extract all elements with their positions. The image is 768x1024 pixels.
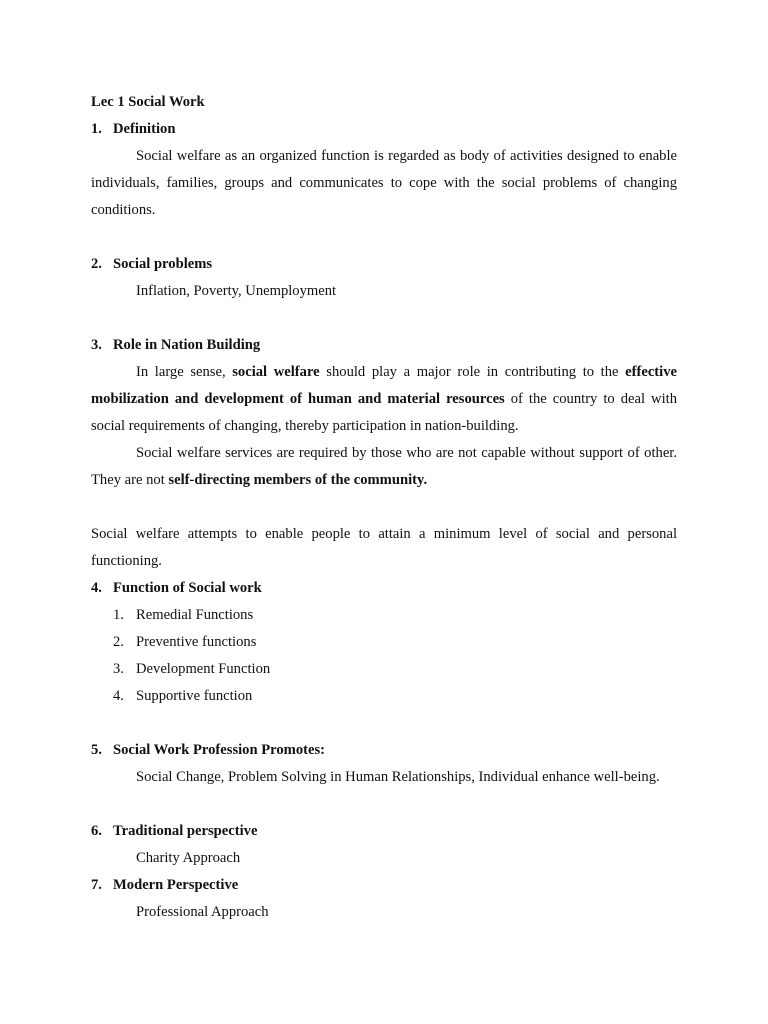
nation-building-paragraph-2: Social welfare services are required by those who are not capable without support of other. They are not self-directing members of the community. (91, 445, 677, 488)
section-heading-modern (91, 872, 677, 899)
section-heading-traditional (91, 818, 677, 845)
modern-text: Professional Approach (136, 904, 269, 920)
section-title: Social Work Profession Promotes: (113, 742, 326, 758)
list-item: 2. Preventive functions (113, 634, 257, 650)
section-title: Modern Perspective (113, 877, 239, 893)
section-number: 4. (91, 580, 102, 596)
section-title: Social problems (113, 256, 213, 272)
social-problems-text: Inflation, Poverty, Unemployment (136, 283, 337, 299)
section-title: Function of Social work (113, 580, 262, 596)
section-title: Definition (113, 121, 176, 137)
section-heading-profession-promotes (91, 737, 677, 764)
definition-paragraph: Social welfare as an organized function is regarded as body of activities designed to enable individuals, families, groups and communicates to cope with the social problems of changing conditions. (91, 148, 677, 218)
section-number: 5. (91, 742, 102, 758)
section-title: Traditional perspective (113, 823, 258, 839)
section-number: 6. (91, 823, 102, 839)
section-heading-definition (91, 116, 677, 143)
minimum-level-paragraph: Social welfare attempts to enable people to attain a minimum level of social and personal functioning. (91, 526, 677, 569)
section-title: Role in Nation Building (113, 337, 261, 353)
profession-promotes-text: Social Change, Problem Solving in Human Relationships, Individual enhance well-being. (136, 769, 660, 785)
section-number: 2. (91, 256, 102, 272)
document-page (91, 89, 677, 926)
list-item: 3. Development Function (113, 661, 271, 677)
traditional-text: Charity Approach (136, 850, 241, 866)
document-title: Lec 1 Social Work (91, 94, 205, 110)
list-item: 4. Supportive function (113, 688, 253, 704)
list-item: 1. Remedial Functions (113, 607, 254, 623)
section-number: 1. (91, 121, 102, 137)
section-heading-social-problems (91, 251, 677, 278)
section-heading-nation-building (91, 332, 677, 359)
section-heading-functions (91, 575, 677, 602)
section-number: 7. (91, 877, 102, 893)
nation-building-paragraph-1: In large sense, social welfare should play a major role in contributing to the effective mobilization and development of human and material resources of the country to deal with social requirements of changing, thereby participation in nation-building. (91, 364, 677, 434)
section-number: 3. (91, 337, 102, 353)
